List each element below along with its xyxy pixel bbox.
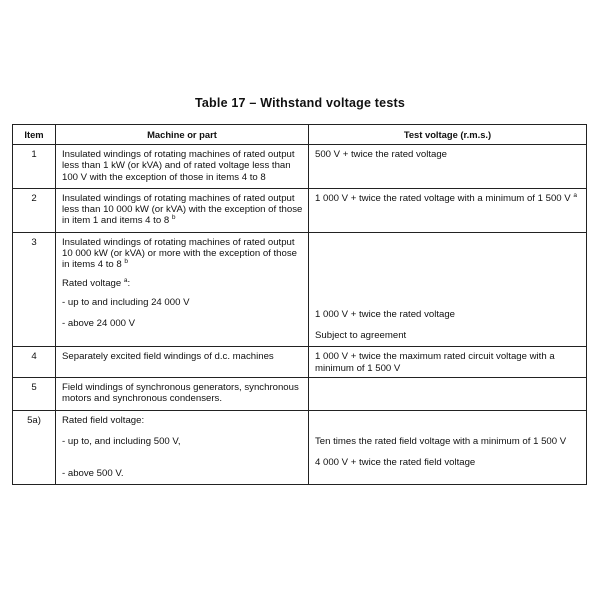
table-row	[13, 410, 587, 485]
voltage-text: 500 V + twice the rated voltage	[315, 149, 447, 160]
machine-cell	[56, 188, 309, 232]
machine-text	[56, 233, 308, 274]
voltage-text-main: 1 000 V + twice the rated voltage with a minimum of 1 500 V	[315, 192, 571, 204]
machine-text: Separately excited field windings of d.c. machines	[62, 351, 274, 363]
sub-item-machine: - up to and including 24 000 V	[62, 296, 190, 308]
footnote-marker: b	[171, 214, 176, 222]
machine-cell	[56, 347, 309, 378]
sub-item-machine: - above 500 V.	[62, 468, 124, 480]
item-number: 3	[13, 232, 56, 347]
sub-item-voltage: 1 000 V + twice the rated voltage	[315, 308, 455, 320]
voltage-cell	[309, 188, 587, 232]
machine-text-main: Insulated windings of rotating machines of rated output less than 10 000 kW (or kVA) with the exception of those in item 1 and items 4 to 8	[62, 192, 303, 227]
machine-cell	[56, 232, 309, 347]
voltage-cell	[309, 145, 587, 189]
machine-cell	[56, 377, 309, 410]
voltage-text	[309, 378, 586, 385]
item-number: 5a)	[13, 410, 56, 485]
voltage-cell	[309, 232, 587, 347]
machine-cell	[56, 410, 309, 485]
voltage-text	[309, 189, 586, 207]
item-number: 2	[13, 188, 56, 232]
table-row	[13, 347, 587, 378]
sub-item-machine: - above 24 000 V	[62, 318, 136, 330]
voltage-text: 1 000 V + twice the maximum rated circuit voltage with a minimum of 1 500 V	[315, 351, 555, 374]
sub-item-machine: - up to, and including 500 V,	[62, 435, 181, 447]
rated-voltage-label: Rated voltage $^a$:	[62, 276, 131, 289]
machine-cell	[56, 145, 309, 189]
sub-item-voltage: 4 000 V + twice the rated field voltage	[315, 456, 476, 468]
item-number: 1	[13, 145, 56, 189]
voltage-cell	[309, 347, 587, 378]
withstand-voltage-table	[12, 124, 587, 485]
voltage-cell	[309, 410, 587, 485]
table-row	[13, 188, 587, 232]
item-number: 5	[13, 377, 56, 410]
sub-item-voltage: Subject to agreement	[315, 330, 407, 342]
footnote-marker: a	[123, 276, 128, 284]
header-voltage: Test voltage (r.m.s.)	[309, 125, 587, 145]
header-machine: Machine or part	[56, 125, 309, 145]
table-row	[13, 145, 587, 189]
machine-text-main: Insulated windings of rotating machines of rated output 10 000 kW (or kVA) or more with the exception of those in items 4 to 8	[62, 236, 297, 271]
machine-text: Field windings of synchronous generators, synchronous motors and synchronous condensers.	[62, 381, 299, 405]
header-item: Item	[13, 125, 56, 145]
table-title: Table 17 – Withstand voltage tests	[195, 96, 405, 110]
sub-item-voltage: Ten times the rated field voltage with a minimum of 1 500 V	[315, 435, 567, 447]
machine-text: Rated field voltage:	[62, 414, 145, 426]
footnote-marker: a	[573, 191, 578, 199]
machine-text: Insulated windings of rotating machines of rated output less than 1 kW (or kVA) and of rated voltage less than 100 V with the exception of those in items 4 to 8	[62, 149, 295, 183]
voltage-cell	[309, 377, 587, 410]
machine-text	[56, 189, 308, 232]
footnote-marker: b	[124, 258, 129, 266]
table-row	[13, 232, 587, 347]
table-row	[13, 377, 587, 410]
header-row	[13, 125, 587, 145]
item-number: 4	[13, 347, 56, 378]
